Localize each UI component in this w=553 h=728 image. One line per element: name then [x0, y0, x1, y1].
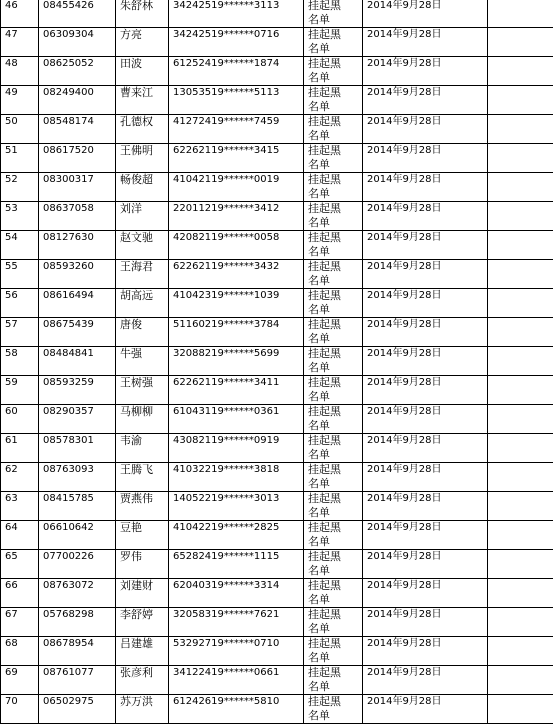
id-card-number-cell: 22011219******3412	[169, 202, 304, 231]
date-cell: 2014年9月28日	[363, 231, 488, 260]
table-row	[1, 173, 553, 202]
id-card-number-cell: 65282419******1115	[169, 550, 304, 579]
date-cell: 2014年9月28日	[363, 28, 488, 57]
status-cell	[304, 57, 363, 86]
note-cell	[488, 434, 553, 463]
table-row	[1, 550, 553, 579]
employee-id-cell: 08675439	[39, 318, 116, 347]
person-name-cell: 朱舒林	[116, 0, 169, 28]
status-cell	[304, 289, 363, 318]
date-cell: 2014年9月28日	[363, 173, 488, 202]
status-cell	[304, 0, 363, 28]
note-cell	[488, 173, 553, 202]
table-row	[1, 405, 553, 434]
table-row	[1, 521, 553, 550]
id-card-number-cell: 62262119******3415	[169, 144, 304, 173]
id-card-number-cell: 61252419******1874	[169, 57, 304, 86]
employee-id-cell: 08593260	[39, 260, 116, 289]
status-cell	[304, 405, 363, 434]
id-card-number-cell: 13053519******5113	[169, 86, 304, 115]
person-name-cell: 马柳柳	[116, 405, 169, 434]
status-cell	[304, 666, 363, 695]
status-cell	[304, 434, 363, 463]
person-name-cell: 王佛明	[116, 144, 169, 173]
row-number-cell: 66	[1, 579, 39, 608]
status-text: 挂起黑名单	[308, 550, 341, 577]
employee-id-cell: 06502975	[39, 695, 116, 724]
date-cell: 2014年9月28日	[363, 57, 488, 86]
row-number-cell: 54	[1, 231, 39, 260]
date-cell: 2014年9月28日	[363, 579, 488, 608]
row-number-cell: 62	[1, 463, 39, 492]
person-name-cell: 苏万洪	[116, 695, 169, 724]
person-name-cell: 王海君	[116, 260, 169, 289]
table-row	[1, 376, 553, 405]
note-cell	[488, 260, 553, 289]
id-card-number-cell: 62262119******3411	[169, 376, 304, 405]
note-cell	[488, 550, 553, 579]
id-card-number-cell: 62040319******3314	[169, 579, 304, 608]
id-card-number-cell: 32058319******7621	[169, 608, 304, 637]
id-card-number-cell: 41042319******1039	[169, 289, 304, 318]
table-row	[1, 492, 553, 521]
table-row	[1, 637, 553, 666]
employee-id-cell: 06309304	[39, 28, 116, 57]
employee-id-cell: 08300317	[39, 173, 116, 202]
note-cell	[488, 28, 553, 57]
status-cell	[304, 637, 363, 666]
person-name-cell: 胡高远	[116, 289, 169, 318]
note-cell	[488, 57, 553, 86]
table-row	[1, 202, 553, 231]
note-cell	[488, 608, 553, 637]
table-row	[1, 463, 553, 492]
id-card-number-cell: 14052219******3013	[169, 492, 304, 521]
row-number-cell: 56	[1, 289, 39, 318]
row-number-cell: 47	[1, 28, 39, 57]
person-name-cell: 豆艳	[116, 521, 169, 550]
status-text: 挂起黑名单	[308, 57, 341, 84]
table-row	[1, 28, 553, 57]
date-cell: 2014年9月28日	[363, 202, 488, 231]
person-name-cell: 王腾飞	[116, 463, 169, 492]
employee-id-cell: 08455426	[39, 0, 116, 28]
note-cell	[488, 405, 553, 434]
row-number-cell: 61	[1, 434, 39, 463]
row-number-cell: 50	[1, 115, 39, 144]
row-number-cell: 51	[1, 144, 39, 173]
employee-id-cell: 08761077	[39, 666, 116, 695]
row-number-cell: 60	[1, 405, 39, 434]
status-cell	[304, 86, 363, 115]
employee-id-cell: 08637058	[39, 202, 116, 231]
employee-id-cell: 08616494	[39, 289, 116, 318]
id-card-number-cell: 62262119******3432	[169, 260, 304, 289]
status-cell	[304, 376, 363, 405]
id-card-number-cell: 41042119******0019	[169, 173, 304, 202]
id-card-number-cell: 41032219******3818	[169, 463, 304, 492]
id-card-number-cell: 34242519******3113	[169, 0, 304, 28]
note-cell	[488, 666, 553, 695]
person-name-cell: 吕建雄	[116, 637, 169, 666]
person-name-cell: 方亮	[116, 28, 169, 57]
note-cell	[488, 492, 553, 521]
person-name-cell: 曹来江	[116, 86, 169, 115]
table-row	[1, 347, 553, 376]
date-cell: 2014年9月28日	[363, 463, 488, 492]
status-text: 挂起黑名单	[308, 231, 341, 258]
table-body	[1, 0, 553, 724]
employee-id-cell: 08548174	[39, 115, 116, 144]
employee-id-cell: 06610642	[39, 521, 116, 550]
table-row	[1, 115, 553, 144]
status-cell	[304, 260, 363, 289]
status-cell	[304, 173, 363, 202]
status-cell	[304, 695, 363, 724]
status-text: 挂起黑名单	[308, 289, 341, 316]
table-row	[1, 434, 553, 463]
status-text: 挂起黑名单	[308, 0, 341, 26]
status-cell	[304, 463, 363, 492]
status-cell	[304, 521, 363, 550]
status-cell	[304, 579, 363, 608]
id-card-number-cell: 51160219******3784	[169, 318, 304, 347]
date-cell: 2014年9月28日	[363, 434, 488, 463]
note-cell	[488, 289, 553, 318]
note-cell	[488, 579, 553, 608]
person-name-cell: 唐俊	[116, 318, 169, 347]
table-row	[1, 666, 553, 695]
date-cell: 2014年9月28日	[363, 666, 488, 695]
note-cell	[488, 115, 553, 144]
date-cell: 2014年9月28日	[363, 695, 488, 724]
id-card-number-cell: 53292719******0710	[169, 637, 304, 666]
person-name-cell: 贾燕伟	[116, 492, 169, 521]
person-name-cell: 孔德权	[116, 115, 169, 144]
table-row	[1, 579, 553, 608]
status-text: 挂起黑名单	[308, 666, 341, 693]
date-cell: 2014年9月28日	[363, 405, 488, 434]
table-row	[1, 0, 553, 28]
id-card-number-cell: 61043119******0361	[169, 405, 304, 434]
note-cell	[488, 376, 553, 405]
status-text: 挂起黑名单	[308, 405, 341, 432]
status-cell	[304, 550, 363, 579]
table-row	[1, 289, 553, 318]
note-cell	[488, 86, 553, 115]
person-name-cell: 畅俊超	[116, 173, 169, 202]
person-name-cell: 罗伟	[116, 550, 169, 579]
note-cell	[488, 318, 553, 347]
date-cell: 2014年9月28日	[363, 86, 488, 115]
status-text: 挂起黑名单	[308, 434, 341, 461]
status-text: 挂起黑名单	[308, 202, 341, 229]
date-cell: 2014年9月28日	[363, 492, 488, 521]
row-number-cell: 59	[1, 376, 39, 405]
status-text: 挂起黑名单	[308, 463, 341, 490]
note-cell	[488, 347, 553, 376]
person-name-cell: 刘洋	[116, 202, 169, 231]
status-text: 挂起黑名单	[308, 115, 341, 142]
row-number-cell: 68	[1, 637, 39, 666]
row-number-cell: 53	[1, 202, 39, 231]
date-cell: 2014年9月28日	[363, 115, 488, 144]
table-row	[1, 231, 553, 260]
status-cell	[304, 492, 363, 521]
employee-id-cell: 08127630	[39, 231, 116, 260]
date-cell: 2014年9月28日	[363, 521, 488, 550]
id-card-number-cell: 41042219******2825	[169, 521, 304, 550]
row-number-cell: 65	[1, 550, 39, 579]
status-cell	[304, 115, 363, 144]
status-cell	[304, 28, 363, 57]
id-card-number-cell: 61242619******5810	[169, 695, 304, 724]
id-card-number-cell: 32088219******5699	[169, 347, 304, 376]
note-cell	[488, 521, 553, 550]
date-cell: 2014年9月28日	[363, 0, 488, 28]
note-cell	[488, 463, 553, 492]
row-number-cell: 63	[1, 492, 39, 521]
status-cell	[304, 347, 363, 376]
table-row	[1, 695, 553, 724]
date-cell: 2014年9月28日	[363, 637, 488, 666]
person-name-cell: 王树强	[116, 376, 169, 405]
employee-id-cell: 07700226	[39, 550, 116, 579]
row-number-cell: 46	[1, 0, 39, 28]
date-cell: 2014年9月28日	[363, 347, 488, 376]
id-card-number-cell: 41272419******7459	[169, 115, 304, 144]
employee-id-cell: 08625052	[39, 57, 116, 86]
date-cell: 2014年9月28日	[363, 144, 488, 173]
note-cell	[488, 144, 553, 173]
table-row	[1, 608, 553, 637]
row-number-cell: 64	[1, 521, 39, 550]
id-card-number-cell: 34122419******0661	[169, 666, 304, 695]
date-cell: 2014年9月28日	[363, 376, 488, 405]
date-cell: 2014年9月28日	[363, 550, 488, 579]
status-text: 挂起黑名单	[308, 608, 341, 635]
table-row	[1, 57, 553, 86]
id-card-number-cell: 42082119******0058	[169, 231, 304, 260]
note-cell	[488, 637, 553, 666]
status-text: 挂起黑名单	[308, 521, 341, 548]
status-cell	[304, 231, 363, 260]
status-text: 挂起黑名单	[308, 86, 341, 113]
status-text: 挂起黑名单	[308, 579, 341, 606]
row-number-cell: 69	[1, 666, 39, 695]
row-number-cell: 67	[1, 608, 39, 637]
status-cell	[304, 318, 363, 347]
employee-id-cell: 08484841	[39, 347, 116, 376]
employee-id-cell: 08763093	[39, 463, 116, 492]
employee-id-cell: 05768298	[39, 608, 116, 637]
employee-id-cell: 08763072	[39, 579, 116, 608]
date-cell: 2014年9月28日	[363, 289, 488, 318]
status-cell	[304, 144, 363, 173]
employee-id-cell: 08415785	[39, 492, 116, 521]
person-name-cell: 刘建财	[116, 579, 169, 608]
date-cell: 2014年9月28日	[363, 260, 488, 289]
status-cell	[304, 608, 363, 637]
status-text: 挂起黑名单	[308, 173, 341, 200]
status-text: 挂起黑名单	[308, 492, 341, 519]
row-number-cell: 58	[1, 347, 39, 376]
status-text: 挂起黑名单	[308, 28, 341, 55]
status-text: 挂起黑名单	[308, 376, 341, 403]
table-row	[1, 318, 553, 347]
employee-id-cell: 08290357	[39, 405, 116, 434]
person-name-cell: 牛强	[116, 347, 169, 376]
note-cell	[488, 202, 553, 231]
id-card-number-cell: 43082119******0919	[169, 434, 304, 463]
status-text: 挂起黑名单	[308, 347, 341, 374]
note-cell	[488, 231, 553, 260]
status-text: 挂起黑名单	[308, 318, 341, 345]
status-text: 挂起黑名单	[308, 695, 341, 722]
status-text: 挂起黑名单	[308, 260, 341, 287]
table-row	[1, 144, 553, 173]
person-name-cell: 赵文驰	[116, 231, 169, 260]
row-number-cell: 49	[1, 86, 39, 115]
id-card-number-cell: 34242519******0716	[169, 28, 304, 57]
status-cell	[304, 202, 363, 231]
employee-id-cell: 08617520	[39, 144, 116, 173]
row-number-cell: 52	[1, 173, 39, 202]
row-number-cell: 70	[1, 695, 39, 724]
row-number-cell: 55	[1, 260, 39, 289]
date-cell: 2014年9月28日	[363, 608, 488, 637]
row-number-cell: 48	[1, 57, 39, 86]
table-row	[1, 260, 553, 289]
person-name-cell: 张彦利	[116, 666, 169, 695]
date-cell: 2014年9月28日	[363, 318, 488, 347]
status-text: 挂起黑名单	[308, 144, 341, 171]
employee-id-cell: 08578301	[39, 434, 116, 463]
employee-id-cell: 08678954	[39, 637, 116, 666]
note-cell	[488, 0, 553, 28]
person-name-cell: 田波	[116, 57, 169, 86]
employee-id-cell: 08249400	[39, 86, 116, 115]
row-number-cell: 57	[1, 318, 39, 347]
person-name-cell: 韦渝	[116, 434, 169, 463]
status-text: 挂起黑名单	[308, 637, 341, 664]
employee-id-cell: 08593259	[39, 376, 116, 405]
person-name-cell: 李舒婷	[116, 608, 169, 637]
note-cell	[488, 695, 553, 724]
table-row	[1, 86, 553, 115]
